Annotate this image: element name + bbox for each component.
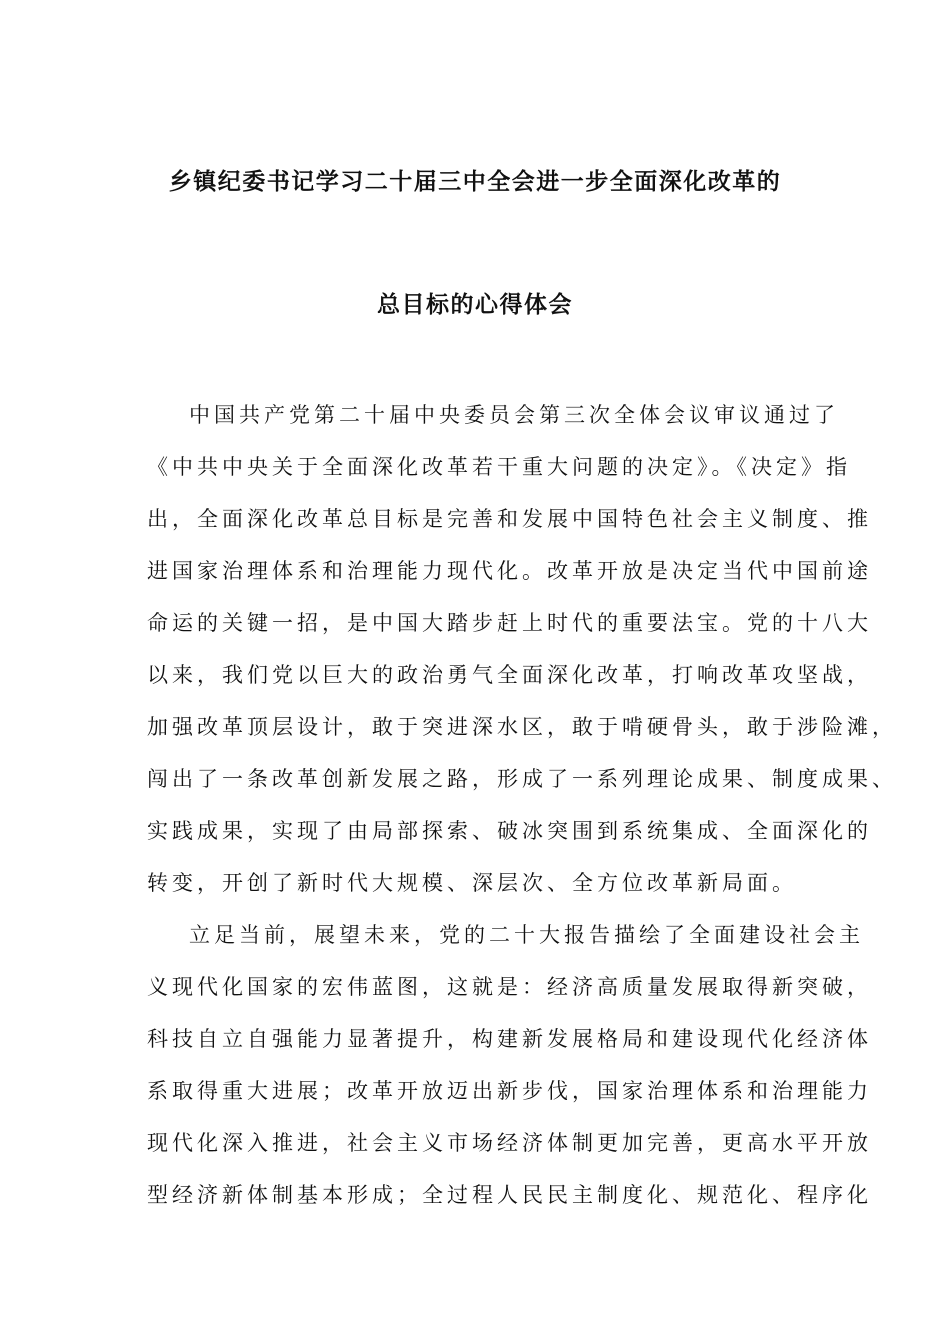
paragraph-2-line: 系取得重大进展；改革开放迈出新步伐，国家治理体系和治理能力 xyxy=(147,1079,872,1103)
document-title-line-2: 总目标的心得体会 xyxy=(377,292,573,318)
paragraph-1-line: 转变，开创了新时代大规模、深层次、全方位改革新局面。 xyxy=(147,871,797,895)
paragraph-2-line: 现代化深入推进，社会主义市场经济体制更加完善，更高水平开放 xyxy=(147,1131,872,1155)
paragraph-1-line: 中国共产党第二十届中央委员会第三次全体会议审议通过了 xyxy=(189,403,839,427)
paragraph-1-line: 出，全面深化改革总目标是完善和发展中国特色社会主义制度、推 xyxy=(147,507,872,531)
paragraph-1-line: 进国家治理体系和治理能力现代化。改革开放是决定当代中国前途 xyxy=(147,559,872,583)
paragraph-1-line: 加强改革顶层设计，敢于突进深水区，敢于啃硬骨头，敢于涉险滩， xyxy=(147,715,897,739)
paragraph-2-line: 义现代化国家的宏伟蓝图，这就是：经济高质量发展取得新突破， xyxy=(147,975,872,999)
paragraph-1-line: 实践成果，实现了由局部探索、破冰突围到系统集成、全面深化的 xyxy=(147,819,872,843)
paragraph-2-line: 科技自立自强能力显著提升，构建新发展格局和建设现代化经济体 xyxy=(147,1027,872,1051)
paragraph-2-line: 型经济新体制基本形成；全过程人民民主制度化、规范化、程序化 xyxy=(147,1183,872,1207)
paragraph-2-line: 立足当前，展望未来，党的二十大报告描绘了全面建设社会主 xyxy=(189,923,864,947)
document-title-line-1: 乡镇纪委书记学习二十届三中全会进一步全面深化改革的 xyxy=(168,169,782,195)
paragraph-1-line: 闯出了一条改革创新发展之路，形成了一系列理论成果、制度成果、 xyxy=(147,767,897,791)
paragraph-1-line: 《中共中央关于全面深化改革若干重大问题的决定》。《决定》指 xyxy=(147,455,851,479)
paragraph-1-line: 以来，我们党以巨大的政治勇气全面深化改革，打响改革攻坚战， xyxy=(147,663,872,687)
paragraph-1-line: 命运的关键一招，是中国大踏步赶上时代的重要法宝。党的十八大 xyxy=(147,611,872,635)
